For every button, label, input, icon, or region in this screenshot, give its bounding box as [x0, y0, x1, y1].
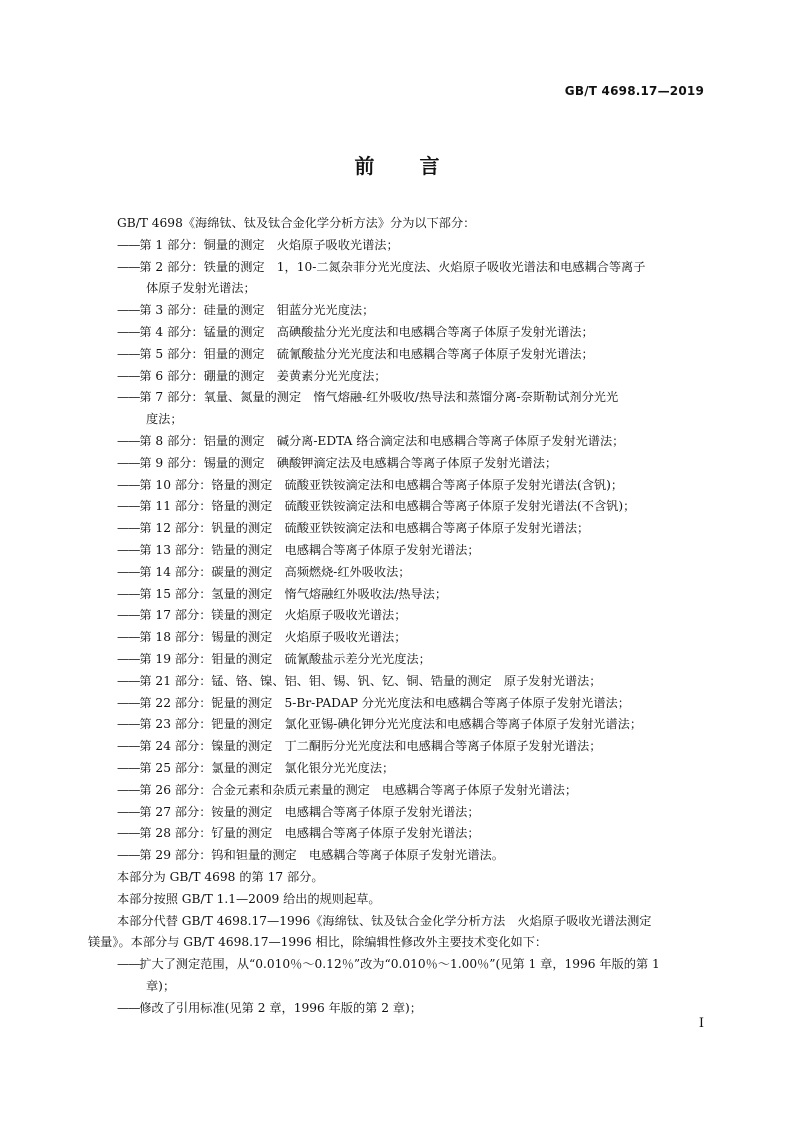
- part-item: [117, 649, 707, 671]
- part-item: [117, 431, 707, 453]
- list-dash: ——: [117, 455, 140, 470]
- part-item-text: 第 22 部分：铌量的测定 5-Br-PADAP 分光光度法和电感耦合等离子体原子发射光谱法；: [139, 695, 630, 710]
- part-item-text: 第 3 部分：硅量的测定 钼蓝分光光度法；: [139, 303, 375, 318]
- part-item: [117, 453, 707, 475]
- part-item: [117, 475, 707, 497]
- statement-replacement-line1: 本部分代替 GB/T 4698.17—1996《海绵钛、钛及钛合金化学分析方法 火焰原子吸收光谱法测定: [117, 913, 652, 928]
- part-item: [117, 344, 707, 366]
- document-body: [88, 213, 707, 1019]
- part-item-text: 第 24 部分：镍量的测定 丁二酮肟分光光度法和电感耦合等离子体原子发射光谱法；: [139, 739, 602, 754]
- statement-part-number: 本部分为 GB/T 4698 的第 17 部分。: [117, 869, 324, 884]
- part-item-text: 第 13 部分：锆量的测定 电感耦合等离子体原子发射光谱法；: [139, 542, 480, 557]
- part-item-text: 第 10 部分：铬量的测定 硫酸亚铁铵滴定法和电感耦合等离子体原子发射光谱法(含钒)；: [139, 477, 624, 492]
- part-item-text: 第 15 部分：氢量的测定 惰气熔融红外吸收法/热导法；: [139, 586, 448, 601]
- list-dash: ——: [117, 717, 140, 732]
- parts-list: [117, 235, 707, 867]
- part-item: [117, 366, 707, 388]
- part-item: [117, 714, 707, 736]
- part-item: [117, 758, 707, 780]
- part-item-text: 第 7 部分：氧量、氮量的测定 惰气熔融-红外吸收/热导法和蒸馏分离-奈斯勒试剂分光光: [139, 390, 619, 405]
- page-title: 前 言: [354, 154, 440, 178]
- list-dash: ——: [117, 477, 140, 492]
- part-item: [117, 257, 707, 279]
- list-dash: ——: [117, 324, 140, 339]
- list-dash: ——: [117, 804, 140, 819]
- part-item-text: 第 29 部分：钨和钽量的测定 电感耦合等离子体原子发射光谱法。: [139, 848, 504, 863]
- change-item-continuation: 章)；: [146, 978, 176, 993]
- list-dash: ——: [117, 630, 140, 645]
- list-dash: ——: [117, 368, 140, 383]
- part-item-text: 第 21 部分：锰、铬、镍、铝、钼、锡、钒、钇、铜、锆量的测定 原子发射光谱法；: [139, 673, 602, 688]
- part-item: [117, 540, 707, 562]
- part-item-text: 第 8 部分：铝量的测定 碱分离-EDTA 络合滴定法和电感耦合等离子体原子发射光谱法；: [139, 433, 625, 448]
- part-item: [117, 802, 707, 824]
- part-item: [117, 736, 707, 758]
- part-item-text: 第 2 部分：铁量的测定 1，10-二氮杂菲分光光度法、火焰原子吸收光谱法和电感耦合等离子: [139, 259, 646, 274]
- change-item: [117, 998, 707, 1020]
- list-dash: ——: [117, 957, 140, 972]
- part-item: [117, 584, 707, 606]
- part-item: [117, 845, 707, 867]
- changes-list: [117, 954, 707, 1019]
- part-item-text: 第 9 部分：锡量的测定 碘酸钾滴定法及电感耦合等离子体原子发射光谱法；: [139, 455, 558, 470]
- part-item: [117, 780, 707, 802]
- list-dash: ——: [117, 1000, 140, 1015]
- part-item-text: 第 5 部分：钼量的测定 硫氰酸盐分光光度法和电感耦合等离子体原子发射光谱法；: [139, 346, 594, 361]
- part-item-text: 第 6 部分：硼量的测定 姜黄素分光光度法；: [139, 368, 387, 383]
- statement-drafting-rules: 本部分按照 GB/T 1.1—2009 给出的规则起草。: [117, 891, 381, 906]
- part-item-text: 第 25 部分：氯量的测定 氯化银分光光度法；: [139, 760, 395, 775]
- part-item-text: 第 23 部分：钯量的测定 氯化亚锡-碘化钾分光光度法和电感耦合等离子体原子发射光谱法；: [139, 717, 643, 732]
- list-dash: ——: [117, 237, 140, 252]
- part-item: [117, 562, 707, 584]
- page-number: I: [698, 1016, 704, 1031]
- part-item: [117, 671, 707, 693]
- part-item-text: 第 26 部分：合金元素和杂质元素量的测定 电感耦合等离子体原子发射光谱法；: [139, 782, 578, 797]
- part-item-text: 第 27 部分：铵量的测定 电感耦合等离子体原子发射光谱法；: [139, 804, 480, 819]
- intro-paragraph: GB/T 4698《海绵钛、钛及钛合金化学分析方法》分为以下部分：: [117, 216, 476, 230]
- list-dash: ——: [117, 782, 140, 797]
- list-dash: ——: [117, 848, 140, 863]
- part-item: [117, 823, 707, 845]
- list-dash: ——: [117, 651, 140, 666]
- list-dash: ——: [117, 608, 140, 623]
- list-dash: ——: [117, 739, 140, 754]
- list-dash: ——: [117, 673, 140, 688]
- change-item-text: 扩大了测定范围，从“0.010％～0.12％”改为“0.010％～1.00％”(见第 1 章，1996 年版的第 1: [139, 957, 660, 972]
- part-item-text: 第 12 部分：钒量的测定 硫酸亚铁铵滴定法和电感耦合等离子体原子发射光谱法；: [139, 521, 590, 536]
- part-item: [117, 605, 707, 627]
- list-dash: ——: [117, 564, 140, 579]
- statement-replacement-line2: 镁量》。本部分与 GB/T 4698.17—1996 相比，除编辑性修改外主要技术变化如下：: [88, 935, 548, 950]
- part-item-text: 第 17 部分：镁量的测定 火焰原子吸收光谱法；: [139, 608, 407, 623]
- part-item: [117, 627, 707, 649]
- part-item-text: 第 14 部分：碳量的测定 高频燃烧-红外吸收法；: [139, 564, 411, 579]
- list-dash: ——: [117, 586, 140, 601]
- part-item-text: 第 11 部分：铬量的测定 硫酸亚铁铵滴定法和电感耦合等离子体原子发射光谱法(不含钒)；: [139, 499, 636, 514]
- list-dash: ——: [117, 433, 140, 448]
- part-item-text: 第 1 部分：铜量的测定 火焰原子吸收光谱法；: [139, 237, 399, 252]
- list-dash: ——: [117, 826, 140, 841]
- part-item-text: 第 28 部分：钌量的测定 电感耦合等离子体原子发射光谱法；: [139, 826, 480, 841]
- part-item-text: 第 4 部分：锰量的测定 高碘酸盐分光光度法和电感耦合等离子体原子发射光谱法；: [139, 324, 594, 339]
- change-item-text: 修改了引用标准(见第 2 章，1996 年版的第 2 章)；: [139, 1000, 422, 1015]
- part-item: [117, 322, 707, 344]
- list-dash: ——: [117, 303, 140, 318]
- part-item-text: 第 18 部分：锡量的测定 火焰原子吸收光谱法；: [139, 630, 407, 645]
- list-dash: ——: [117, 521, 140, 536]
- list-dash: ——: [117, 695, 140, 710]
- part-item-continuation: 度法；: [146, 412, 183, 427]
- list-dash: ——: [117, 760, 140, 775]
- part-item: [117, 235, 707, 257]
- standard-number: GB/T 4698.17—2019: [564, 84, 704, 98]
- part-item: [117, 387, 707, 409]
- part-item: [117, 300, 707, 322]
- part-item: [117, 693, 707, 715]
- part-item-text: 第 19 部分：钼量的测定 硫氰酸盐示差分光光度法；: [139, 651, 431, 666]
- list-dash: ——: [117, 346, 140, 361]
- list-dash: ——: [117, 499, 140, 514]
- change-item: [117, 954, 707, 976]
- part-item: [117, 518, 707, 540]
- list-dash: ——: [117, 390, 140, 405]
- list-dash: ——: [117, 542, 140, 557]
- part-item: [117, 496, 707, 518]
- list-dash: ——: [117, 259, 140, 274]
- part-item-continuation: 体原子发射光谱法；: [146, 281, 256, 296]
